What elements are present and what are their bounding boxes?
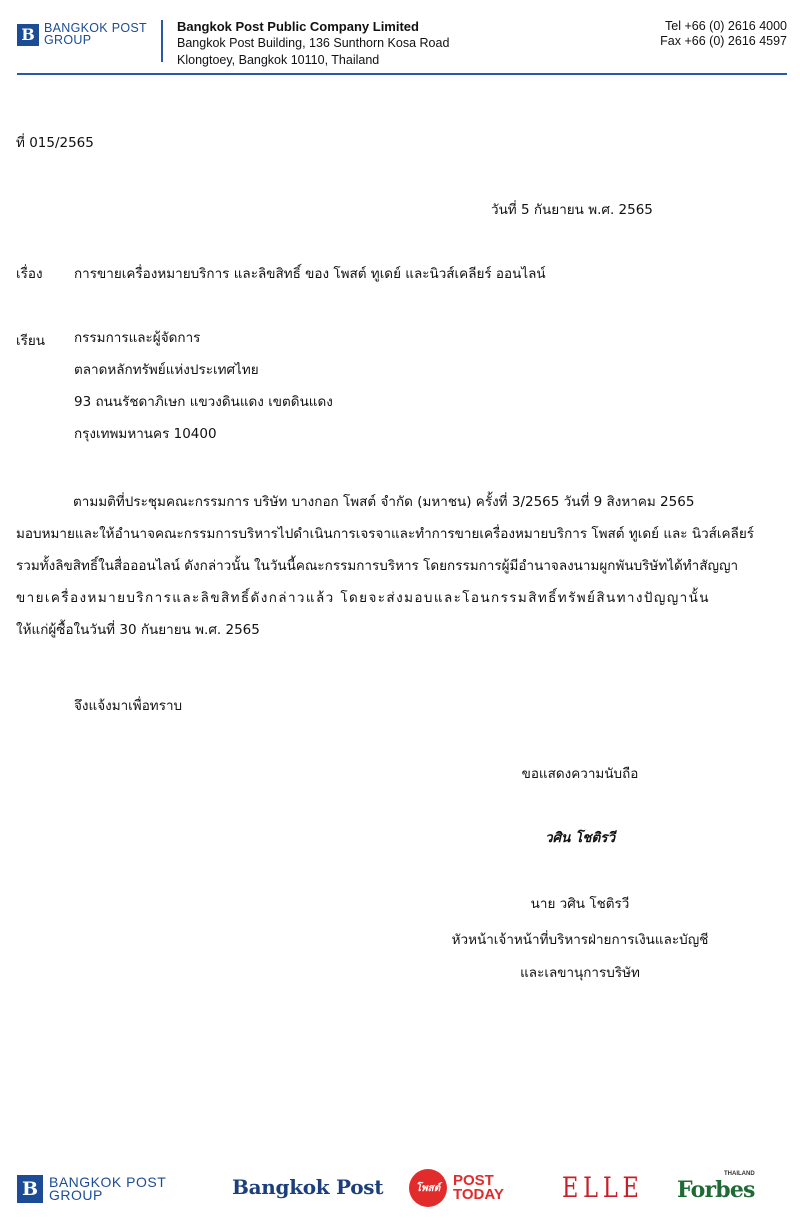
subject-label: เรื่อง — [16, 266, 43, 282]
recipient-address — [74, 329, 333, 457]
address-line-1: Bangkok Post Building, 136 Sunthorn Kosa Road — [177, 36, 450, 50]
body-line: ขายเครื่องหมายบริการและลิขสิทธิ์ดังกล่าวแล้ว โดยจะส่งมอบและโอนกรรมสิทธิ์ทรัพย์สินทางปัญญานั้น — [16, 590, 710, 606]
letter-date: วันที่ 5 กันยายน พ.ศ. 2565 — [491, 202, 653, 218]
signatory-name: นาย วศิน โชติรวี — [530, 896, 630, 912]
logo-line-2: GROUP — [44, 32, 92, 47]
contact-info — [660, 19, 787, 49]
post-today-badge-icon: โพสต์ — [409, 1169, 447, 1207]
telephone: Tel +66 (0) 2616 4000 — [665, 19, 787, 33]
signatory-title: หัวหน้าเจ้าหน้าที่บริหารฝ่ายการเงินและบัญชี — [451, 932, 709, 948]
body-paragraph — [16, 492, 790, 652]
post-today-line-1: POST — [453, 1172, 494, 1189]
recipient-line: กรรมการและผู้จัดการ — [74, 330, 201, 346]
bangkok-post-logo: Bangkok Post — [232, 1175, 384, 1199]
logo-line-2: GROUP — [49, 1187, 103, 1203]
closing-line: จึงแจ้งมาเพื่อทราบ — [74, 698, 183, 714]
body-line: ตามมติที่ประชุมคณะกรรมการ บริษัท บางกอก โพสต์ จำกัด (มหาชน) ครั้งที่ 3/2565 วันที่ 9 สิงหาคม 2565 — [73, 494, 695, 510]
subject — [16, 262, 546, 284]
post-today-line-2: TODAY — [453, 1186, 504, 1203]
forbes-wordmark: Forbes — [677, 1177, 755, 1203]
b-monogram-icon: B — [17, 1175, 43, 1203]
logo-wordmark — [49, 1176, 166, 1202]
complimentary-close: ขอแสดงความนับถือ — [521, 766, 639, 782]
post-today-wordmark — [453, 1174, 504, 1202]
body-line: ให้แก่ผู้ซื้อในวันที่ 30 กันยายน พ.ศ. 2565 — [16, 622, 260, 638]
address-line-2: Klongtoey, Bangkok 10110, Thailand — [177, 52, 380, 67]
header-divider — [161, 20, 163, 62]
letterhead — [0, 0, 800, 80]
logo-line-1: BANGKOK POST — [49, 1174, 167, 1190]
reference-number: ที่ 015/2565 — [16, 135, 94, 151]
recipient-label: เรียน — [16, 333, 46, 349]
elle-logo: ELLE — [562, 1171, 644, 1204]
forbes-sub-label: THAILAND — [723, 1171, 755, 1177]
body-line: รวมทั้งลิขสิทธิ์ในสื่อออนไลน์ ดังกล่าวนั้น ในวันนี้คณะกรรมการบริหาร โดยกรรมการผู้มีอำนาจลงนามผูกพันบริษัทได้ทำสัญญา — [16, 558, 739, 574]
signatory-title-2: และเลขานุการบริษัท — [520, 965, 640, 981]
post-today-logo — [409, 1169, 504, 1207]
company-name: Bangkok Post Public Company Limited — [177, 19, 419, 34]
recipient-line: ตลาดหลักทรัพย์แห่งประเทศไทย — [74, 362, 259, 378]
b-monogram-icon: B — [17, 24, 39, 46]
signature: วศิน โชติรวี — [544, 830, 616, 846]
fax: Fax +66 (0) 2616 4597 — [660, 34, 787, 48]
header-rule — [17, 73, 787, 75]
recipient — [16, 329, 333, 457]
bangkok-post-group-logo — [17, 23, 147, 46]
footer-bangkok-post-group-logo — [17, 1175, 166, 1203]
logo-line-1: BANGKOK POST — [44, 21, 147, 35]
forbes-thailand-logo — [677, 1171, 755, 1203]
recipient-line: 93 ถนนรัชดาภิเษก แขวงดินแดง เขตดินแดง — [74, 394, 333, 410]
body-line: มอบหมายและให้อำนาจคณะกรรมการบริหารไปดำเนินการเจรจาและทำการขายเครื่องหมายบริการ โพสต์ ทูเดย์ และ นิวส์เคลียร์ — [16, 526, 754, 542]
logo-wordmark — [44, 23, 147, 46]
recipient-line: กรุงเทพมหานคร 10400 — [74, 426, 217, 442]
subject-text: การขายเครื่องหมายบริการ และลิขสิทธิ์ ของ โพสต์ ทูเดย์ และนิวส์เคลียร์ ออนไลน์ — [74, 266, 546, 282]
footer-logos — [0, 1165, 800, 1210]
company-info — [177, 19, 449, 68]
